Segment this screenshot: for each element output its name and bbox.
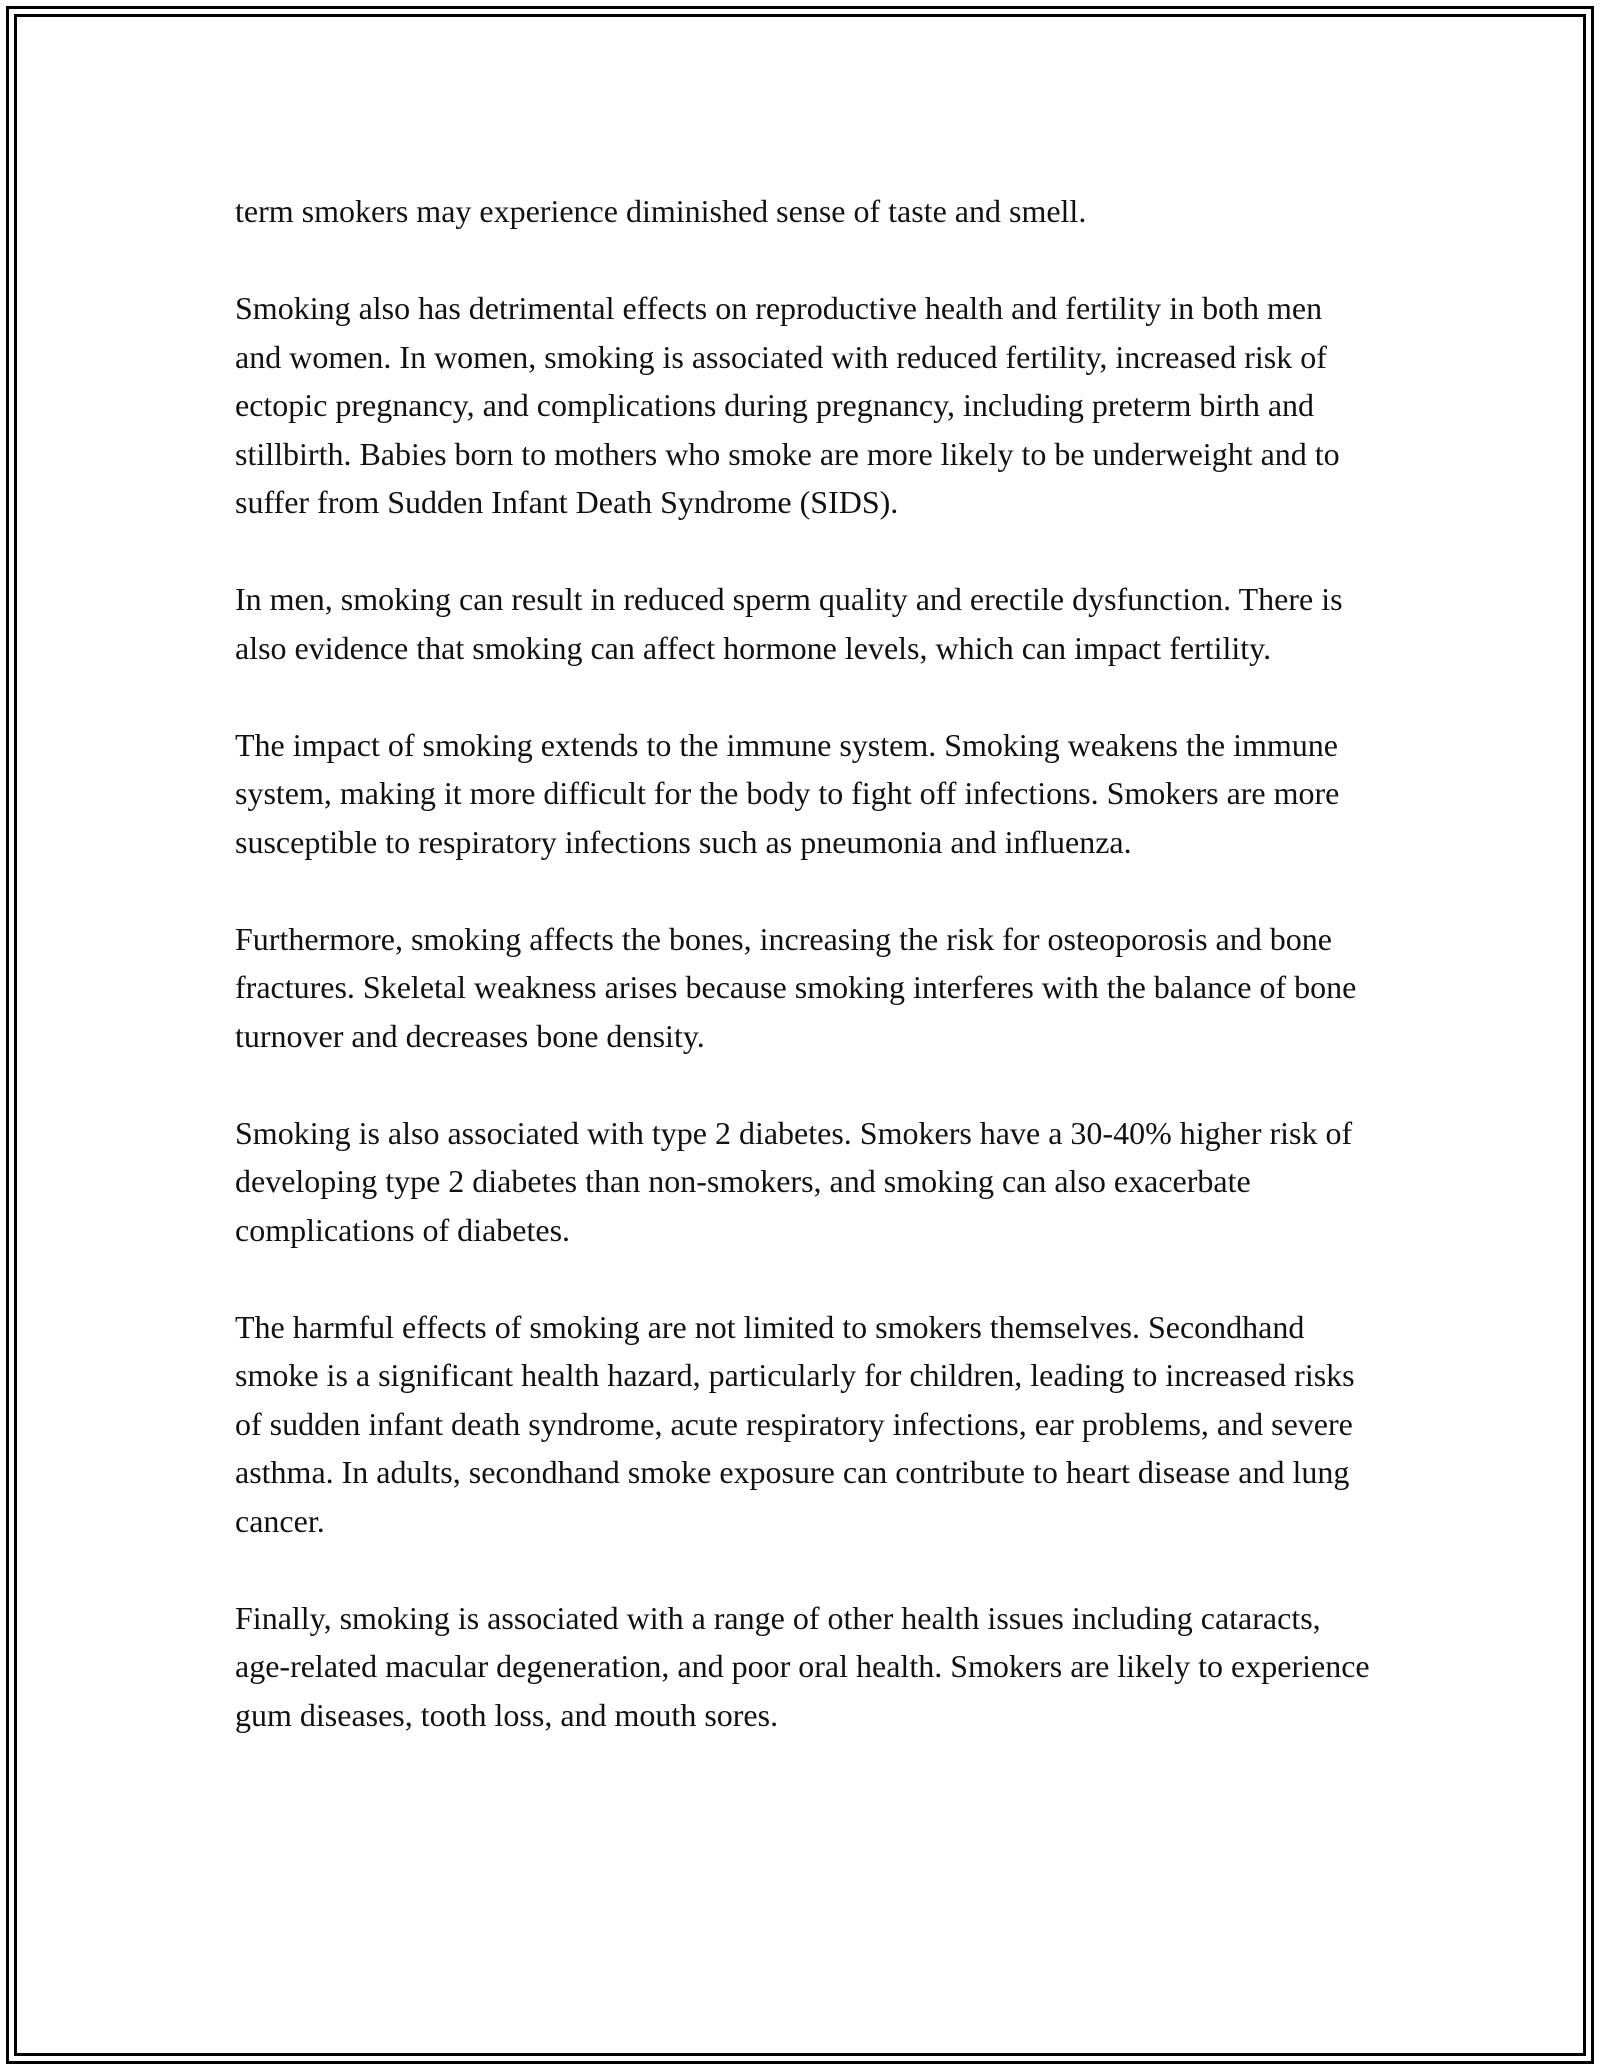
paragraph-immune-system: The impact of smoking extends to the immune system. Smoking weakens the immune system, making it more difficult for the body to fight off infections. Smokers are more susceptible to respiratory infections such as pneumonia and influenza.	[235, 726, 1340, 860]
paragraph-other-health-issues: Finally, smoking is associated with a range of other health issues including cataracts, age-related macular degeneration, and poor oral health. Smokers are likely to experience gum diseases, tooth loss, and mouth sores.	[235, 1599, 1370, 1733]
paragraph-diabetes: Smoking is also associated with type 2 diabetes. Smokers have a 30-40% higher risk of developing type 2 diabetes than non-smokers, and smoking can also exacerbate complications of diabetes.	[235, 1114, 1353, 1248]
paragraph-men-fertility: In men, smoking can result in reduced sperm quality and erectile dysfunction. There is also evidence that smoking can affect hormone levels, which can impact fertility.	[235, 581, 1343, 666]
paragraph-bones: Furthermore, smoking affects the bones, increasing the risk for osteoporosis and bone fractures. Skeletal weakness arises because smoking interferes with the balance of bone turnover and decreases bone density.	[235, 920, 1357, 1054]
paragraph-secondhand-smoke: The harmful effects of smoking are not limited to smokers themselves. Secondhand smoke is a significant health hazard, particularly for children, leading to increased risks of sudden infant death syndrome, acute respiratory infections, ear problems, and severe asthma. In adults, secondhand smoke exposure can contribute to heart disease and lung cancer.	[235, 1308, 1355, 1539]
document-body	[235, 187, 1375, 1788]
paragraph-taste-smell: term smokers may experience diminished sense of taste and smell.	[235, 193, 1087, 229]
paragraph-reproductive-health: Smoking also has detrimental effects on reproductive health and fertility in both men and women. In women, smoking is associated with reduced fertility, increased risk of ectopic pregnancy, and complications during pregnancy, including preterm birth and stillbirth. Babies born to mothers who smoke are more likely to be underweight and to suffer from Sudden Infant Death Syndrome (SIDS).	[235, 290, 1340, 520]
